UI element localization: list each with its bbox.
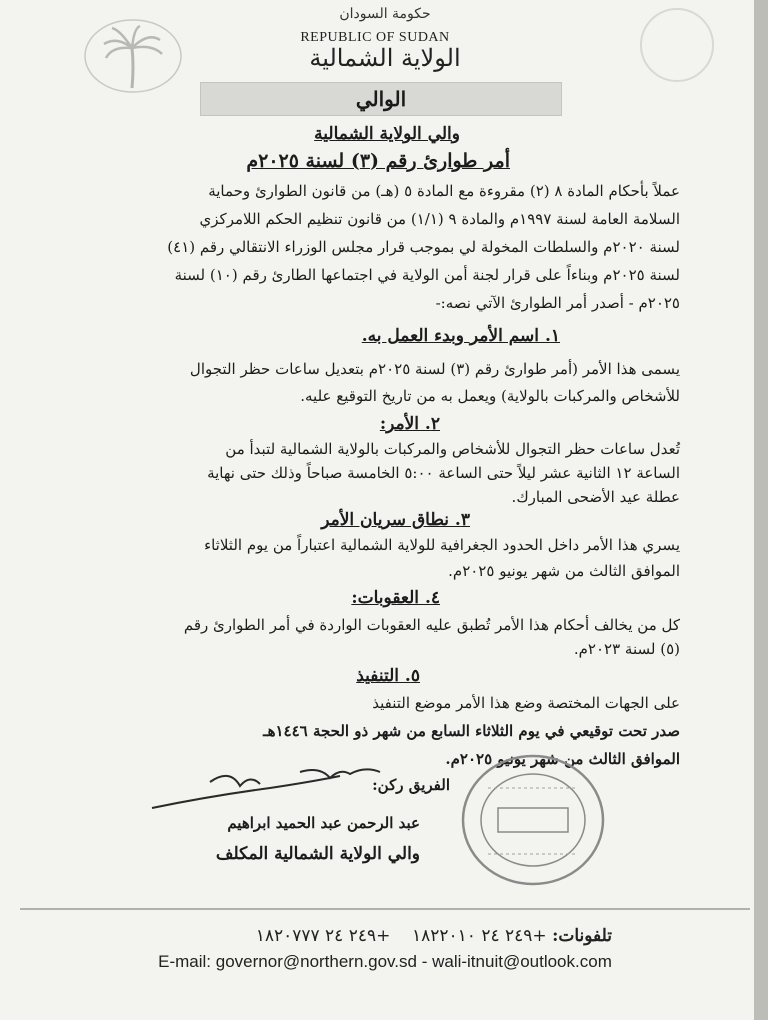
section-4-line: كل من يخالف أحكام هذا الأمر تُطبق عليه العقوبات الواردة في أمر الطوارئ رقم: [183, 616, 680, 634]
footer-divider: [20, 908, 750, 910]
section-2-line: عطلة عيد الأضحى المبارك.: [511, 488, 680, 506]
section-4-title: ٤. العقوبات:: [351, 588, 440, 608]
preamble-line: لسنة ٢٠٢٥م وبناءاً على قرار لجنة أمن الولاية في اجتماعها الطارئ رقم (١٠) لسنة: [174, 266, 680, 284]
preamble-line: السلامة العامة لسنة ١٩٩٧م والمادة ٩ (١/١) من قانون تنظيم الحكم اللامركزي: [199, 210, 680, 228]
governor-banner-label: الوالي: [355, 87, 407, 111]
signatory-rank: الفريق ركن:: [372, 776, 450, 794]
section-1-line: يسمى هذا الأمر (أمر طوارئ رقم (٣) لسنة ٢٠٢٥م بتعديل ساعات حظر التجوال: [189, 360, 680, 378]
faint-seal-emblem-icon: [640, 8, 714, 82]
footer-email: E-mail: governor@northern.gov.sd - wali-itnuit@outlook.com: [158, 952, 612, 971]
order-title: أمر طوارئ رقم (٣) لسنة ٢٠٢٥م: [246, 150, 510, 172]
governor-banner: [200, 82, 562, 116]
section-4-line: (٥) لسنة ٢٠٢٣م.: [573, 640, 680, 658]
phone-number: +٢٤٩ ٢٤ ١٨٢٠٧٧٧: [255, 926, 391, 946]
section-3-line: الموافق الثالث من شهر يونيو ٢٠٢٥م.: [448, 562, 680, 580]
phones-label: تلفونات:: [552, 926, 612, 946]
palm-emblem-icon: [82, 18, 184, 96]
letterhead: [0, 0, 760, 120]
official-stamp-icon: [458, 750, 608, 890]
state-name-heading: الولاية الشمالية: [309, 44, 461, 72]
government-script-heading: حكومة السودان: [339, 6, 431, 22]
republic-of-sudan-heading: REPUBLIC OF SUDAN: [300, 30, 450, 45]
section-1-title: ١. اسم الأمر وبدء العمل به.: [361, 326, 560, 346]
page-edge-shadow: [754, 0, 768, 1020]
section-5-title: ٥. التنفيذ: [356, 666, 420, 686]
issuance-line: الموافق الثالث من شهر يونيو ٢٠٢٥م.: [445, 750, 680, 768]
preamble-line: عملاً بأحكام المادة ٨ (٢) مقروءة مع المادة ٥ (هـ) من قانون الطوارئ وحماية: [208, 182, 680, 200]
signatory-title: والي الولاية الشمالية المكلف: [215, 844, 420, 864]
issuer-title: والي الولاية الشمالية: [314, 124, 460, 144]
section-1-line: للأشخاص والمركبات بالولاية) ويعمل به من تاريخ التوقيع عليه.: [300, 387, 680, 405]
preamble-line: لسنة ٢٠٢٠م والسلطات المخولة لي بموجب قرار مجلس الوزراء الانتقالي رقم (٤١): [167, 238, 680, 256]
section-3-line: يسري هذا الأمر داخل الحدود الجغرافية للولاية الشمالية اعتباراً من يوم الثلاثاء: [204, 536, 680, 554]
section-2-line: الساعة ١٢ الثانية عشر ليلاً حتى الساعة ٥:٠٠ الخامسة صباحاً وذلك حتى نهاية: [207, 464, 680, 482]
signatory-name: عبد الرحمن عبد الحميد ابراهيم: [227, 814, 420, 832]
issuance-line: صدر تحت توقيعي في يوم الثلاثاء السابع من شهر ذو الحجة ١٤٤٦هـ: [263, 722, 680, 740]
preamble-line: ٢٠٢٥م - أصدر أمر الطوارئ الآتي نصه:-: [435, 294, 680, 312]
phone-number: +٢٤٩ ٢٤ ١٨٢٢٠١٠: [412, 926, 547, 946]
section-2-title: ٢. الأمر:: [379, 414, 440, 434]
section-2-line: تُعدل ساعات حظر التجوال للأشخاص والمركبات بالولاية الشمالية لتبدأ من: [225, 440, 680, 458]
section-3-title: ٣. نطاق سريان الأمر: [321, 510, 470, 530]
footer-phones: [212, 926, 612, 946]
section-5-line: على الجهات المختصة وضع هذا الأمر موضع التنفيذ: [372, 694, 680, 712]
handwritten-signature-icon: [150, 762, 390, 812]
